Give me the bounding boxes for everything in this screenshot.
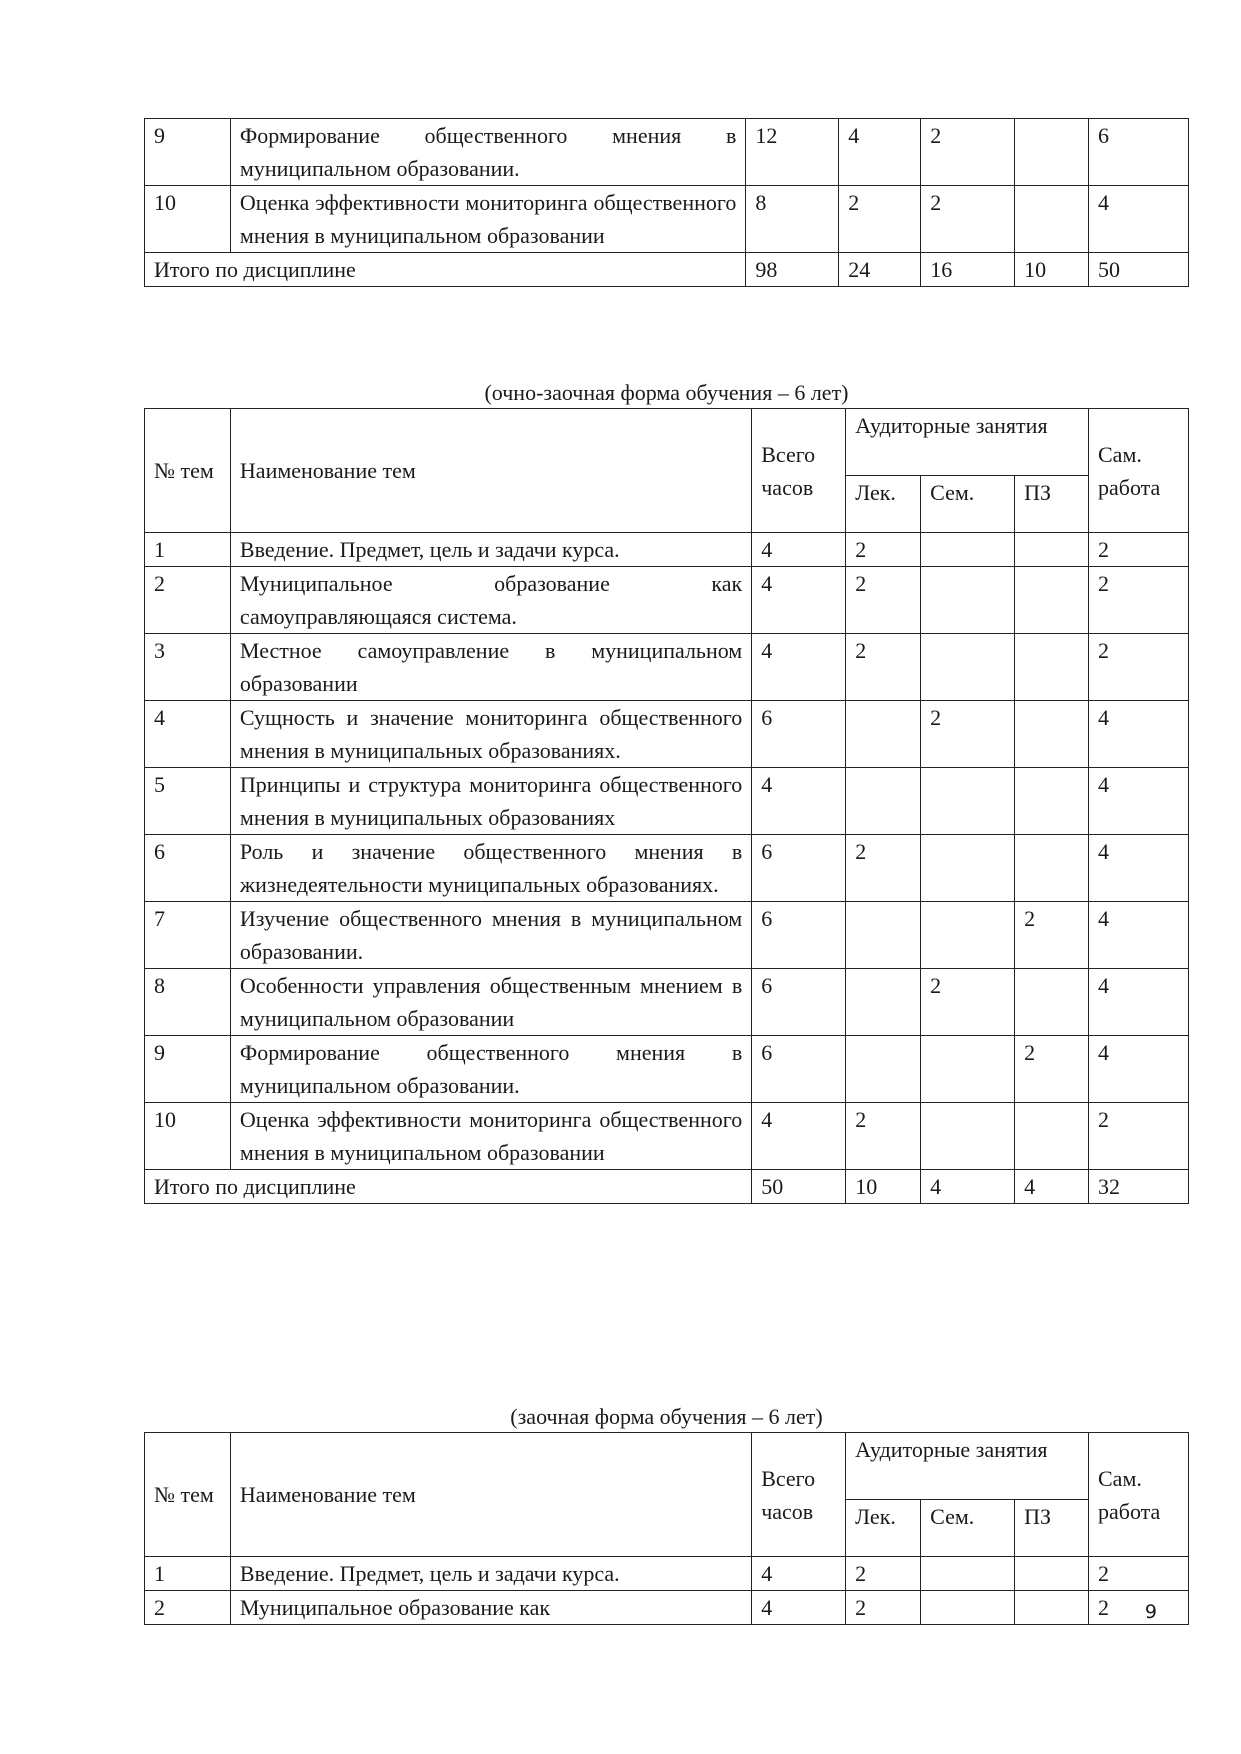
cell-num: 10: [145, 1103, 231, 1170]
cell-total: 6: [752, 701, 846, 768]
header-sem: Сем.: [921, 1500, 1015, 1557]
cell-sem: [921, 1103, 1015, 1170]
cell-sam: 2: [1089, 567, 1189, 634]
header-sem: Сем.: [921, 476, 1015, 533]
cell-pz: [1015, 835, 1089, 902]
cell-sem: [921, 567, 1015, 634]
cell-topic: Формирование общественного мнения в муниципальном образовании.: [230, 1036, 751, 1103]
cell-lek: 2: [846, 1103, 921, 1170]
cell-lek: [846, 902, 921, 969]
cell-total: 4: [752, 1591, 846, 1625]
page-number: 9: [1144, 1601, 1157, 1623]
cell-pz: [1015, 634, 1089, 701]
cell-lek: [846, 768, 921, 835]
header-num: № тем: [145, 409, 231, 533]
header-topic: Наименование тем: [230, 1433, 751, 1557]
cell-lek: 2: [846, 634, 921, 701]
table-row: [145, 634, 1189, 701]
cell-pz: 2: [1015, 1036, 1089, 1103]
cell-num: 10: [145, 186, 231, 253]
total-sam: 32: [1089, 1170, 1189, 1204]
cell-sem: [921, 1557, 1015, 1591]
cell-num: 9: [145, 119, 231, 186]
cell-lek: [846, 1036, 921, 1103]
cell-topic: Оценка эффективности мониторинга общественного мнения в муниципальном образовании: [230, 186, 745, 253]
header-pz: ПЗ: [1015, 1500, 1089, 1557]
cell-pz: [1015, 1557, 1089, 1591]
cell-topic: Роль и значение общественного мнения в жизнедеятельности муниципальных образованиях.: [230, 835, 751, 902]
table-continuation: [144, 118, 1189, 287]
total-sem: 4: [921, 1170, 1015, 1204]
cell-sem: 2: [921, 119, 1015, 186]
table-row: [145, 567, 1189, 634]
cell-sam: 6: [1089, 119, 1189, 186]
cell-num: 8: [145, 969, 231, 1036]
total-label: Итого по дисциплине: [145, 253, 746, 287]
cell-pz: [1015, 701, 1089, 768]
cell-pz: [1015, 186, 1089, 253]
cell-topic: Введение. Предмет, цель и задачи курса.: [230, 533, 751, 567]
table-row: [145, 969, 1189, 1036]
cell-total: 4: [752, 1557, 846, 1591]
total-lek: 24: [839, 253, 921, 287]
header-aud: Аудиторные занятия: [846, 409, 1089, 476]
cell-sem: [921, 634, 1015, 701]
cell-topic: Сущность и значение мониторинга общественного мнения в муниципальных образованиях.: [230, 701, 751, 768]
cell-topic: Принципы и структура мониторинга общественного мнения в муниципальных образованиях: [230, 768, 751, 835]
cell-topic: Муниципальное образование как самоуправляющаяся система.: [230, 567, 751, 634]
cell-sam: 4: [1089, 969, 1189, 1036]
cell-sam: 4: [1089, 701, 1189, 768]
cell-sem: [921, 835, 1015, 902]
header-sam: Сам. работа: [1089, 1433, 1189, 1557]
cell-sem: [921, 1591, 1015, 1625]
cell-topic: Изучение общественного мнения в муниципальном образовании.: [230, 902, 751, 969]
cell-total: 6: [752, 902, 846, 969]
cell-total: 6: [752, 1036, 846, 1103]
cell-total: 4: [752, 567, 846, 634]
cell-sem: [921, 768, 1015, 835]
table-row: [145, 1103, 1189, 1170]
cell-total: 6: [752, 835, 846, 902]
total-pz: 10: [1015, 253, 1089, 287]
cell-sem: [921, 1036, 1015, 1103]
cell-total: 12: [746, 119, 839, 186]
cell-total: 8: [746, 186, 839, 253]
table-row: [145, 1036, 1189, 1103]
caption-extramural: (заочная форма обучения – 6 лет): [510, 1404, 823, 1429]
cell-lek: [846, 701, 921, 768]
cell-pz: 2: [1015, 902, 1089, 969]
cell-pz: [1015, 768, 1089, 835]
total-pz: 4: [1015, 1170, 1089, 1204]
cell-topic: Формирование общественного мнения в муниципальном образовании.: [230, 119, 745, 186]
caption-part-time: (очно-заочная форма обучения – 6 лет): [484, 380, 849, 405]
cell-lek: 2: [846, 835, 921, 902]
cell-sam: 2: [1089, 1103, 1189, 1170]
table-row: [145, 533, 1189, 567]
cell-pz: [1015, 119, 1089, 186]
total-total: 50: [752, 1170, 846, 1204]
cell-pz: [1015, 1591, 1089, 1625]
cell-sam: 2: [1089, 533, 1189, 567]
cell-topic: Введение. Предмет, цель и задачи курса.: [230, 1557, 751, 1591]
table-extramural: [144, 1432, 1189, 1625]
table-row: [145, 902, 1189, 969]
table-row: [145, 701, 1189, 768]
cell-sam: 4: [1089, 902, 1189, 969]
total-sam: 50: [1089, 253, 1189, 287]
cell-num: 1: [145, 1557, 231, 1591]
header-topic: Наименование тем: [230, 409, 751, 533]
cell-num: 3: [145, 634, 231, 701]
cell-num: 1: [145, 533, 231, 567]
cell-num: 6: [145, 835, 231, 902]
table-row: [145, 186, 1189, 253]
cell-num: 4: [145, 701, 231, 768]
table-part-time: [144, 408, 1189, 1204]
cell-pz: [1015, 567, 1089, 634]
cell-topic: Особенности управления общественным мнением в муниципальном образовании: [230, 969, 751, 1036]
cell-pz: [1015, 533, 1089, 567]
header-lek: Лек.: [846, 476, 921, 533]
table-row: [145, 1557, 1189, 1591]
header-pz: ПЗ: [1015, 476, 1089, 533]
total-label: Итого по дисциплине: [145, 1170, 752, 1204]
cell-sem: 2: [921, 969, 1015, 1036]
table-row: [145, 119, 1189, 186]
total-total: 98: [746, 253, 839, 287]
cell-total: 6: [752, 969, 846, 1036]
cell-total: 4: [752, 634, 846, 701]
cell-lek: 2: [846, 1591, 921, 1625]
cell-num: 9: [145, 1036, 231, 1103]
cell-sem: 2: [921, 186, 1015, 253]
cell-lek: 2: [846, 567, 921, 634]
table-row: [145, 1591, 1189, 1625]
cell-sam: 4: [1089, 835, 1189, 902]
cell-sem: [921, 902, 1015, 969]
header-lek: Лек.: [846, 1500, 921, 1557]
cell-lek: 2: [846, 533, 921, 567]
cell-topic: Оценка эффективности мониторинга общественного мнения в муниципальном образовании: [230, 1103, 751, 1170]
cell-topic: Муниципальное образование как: [230, 1591, 751, 1625]
cell-lek: 4: [839, 119, 921, 186]
cell-sam: 2: [1089, 1557, 1189, 1591]
cell-num: 7: [145, 902, 231, 969]
header-num: № тем: [145, 1433, 231, 1557]
cell-sem: 2: [921, 701, 1015, 768]
header-total: Всего часов: [752, 409, 846, 533]
cell-total: 4: [752, 533, 846, 567]
cell-lek: [846, 969, 921, 1036]
cell-pz: [1015, 1103, 1089, 1170]
table-row: [145, 768, 1189, 835]
cell-topic: Местное самоуправление в муниципальном образовании: [230, 634, 751, 701]
header-aud: Аудиторные занятия: [846, 1433, 1089, 1500]
cell-total: 4: [752, 768, 846, 835]
cell-sam: 4: [1089, 1036, 1189, 1103]
total-sem: 16: [921, 253, 1015, 287]
cell-pz: [1015, 969, 1089, 1036]
total-row: [145, 1170, 1189, 1204]
table-row: [145, 835, 1189, 902]
cell-sam: 2: [1089, 1591, 1189, 1625]
cell-num: 2: [145, 1591, 231, 1625]
cell-lek: 2: [846, 1557, 921, 1591]
header-total: Всего часов: [752, 1433, 846, 1557]
cell-sem: [921, 533, 1015, 567]
cell-num: 2: [145, 567, 231, 634]
cell-total: 4: [752, 1103, 846, 1170]
cell-sam: 2: [1089, 634, 1189, 701]
total-lek: 10: [846, 1170, 921, 1204]
cell-sam: 4: [1089, 186, 1189, 253]
cell-num: 5: [145, 768, 231, 835]
cell-sam: 4: [1089, 768, 1189, 835]
cell-lek: 2: [839, 186, 921, 253]
total-row: [145, 253, 1189, 287]
header-sam: Сам. работа: [1089, 409, 1189, 533]
